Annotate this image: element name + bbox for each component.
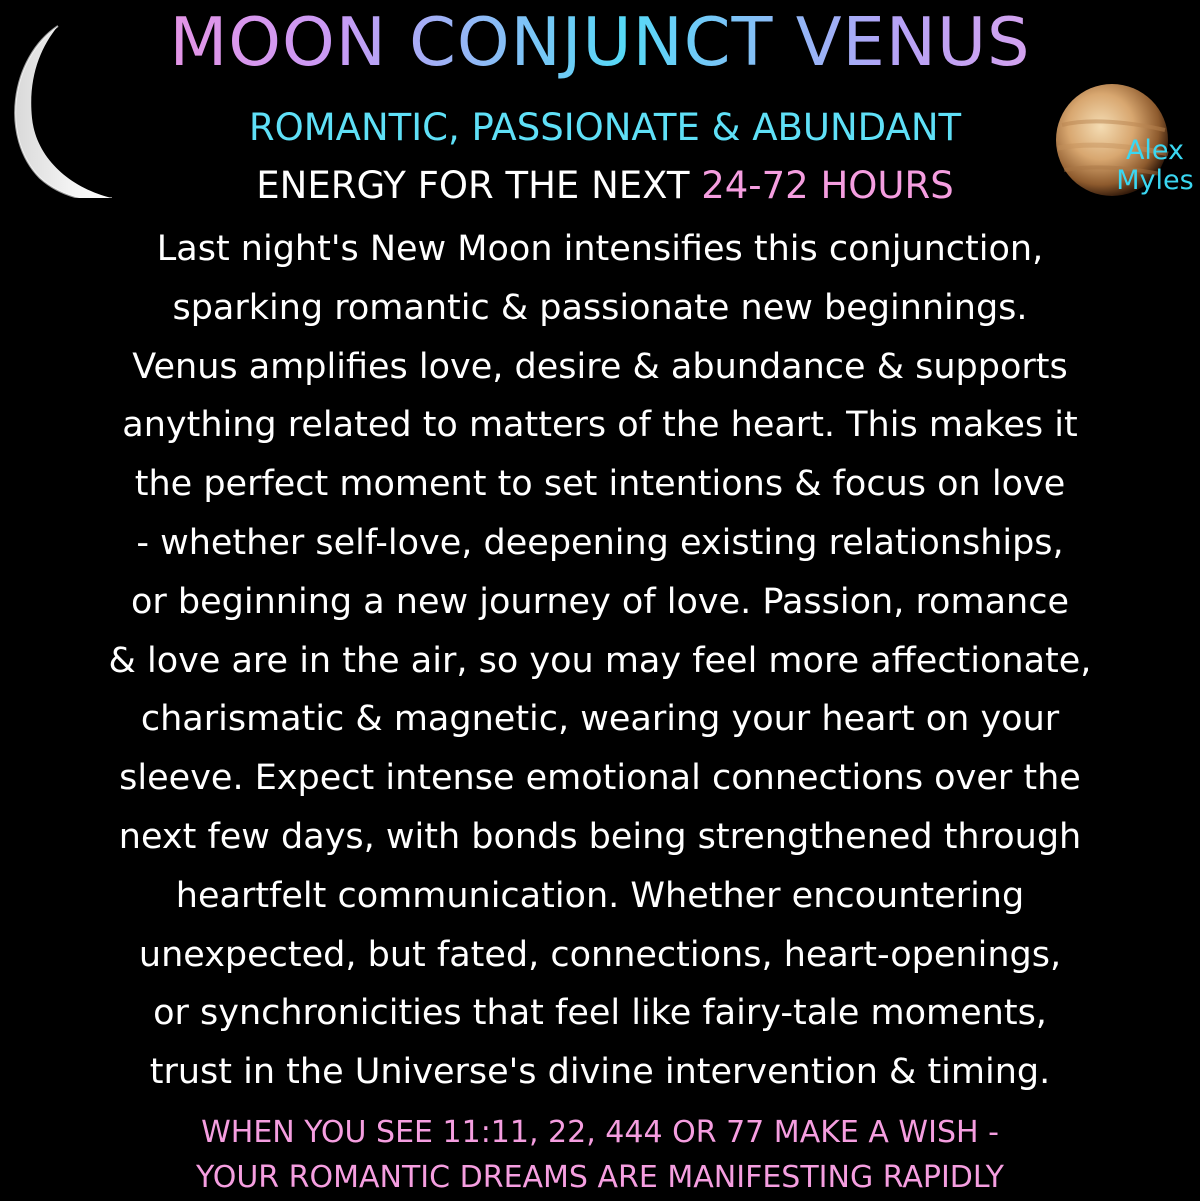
body-line: charismatic & magnetic, wearing your heart on your (140, 699, 1060, 740)
subtitle-line-2-highlight: 24-72 HOURS (701, 164, 954, 207)
body-line: sparking romantic & passionate new beginnings. (172, 287, 1028, 328)
body-line: sleeve. Expect intense emotional connections over the (119, 758, 1081, 799)
body-line: Venus amplifies love, desire & abundance & supports (132, 346, 1068, 387)
body-line: Last night's New Moon intensifies this conjunction, (156, 229, 1044, 269)
body-line: anything related to matters of the heart. This makes it (122, 405, 1078, 446)
body-paragraph (0, 220, 1200, 1102)
body-line: heartfelt communication. Whether encountering (175, 875, 1025, 916)
body-line: trust in the Universe's divine intervention & timing. (149, 1052, 1051, 1093)
body-line: & love are in the air, so you may feel more affectionate, (108, 640, 1092, 681)
watermark-first-name: Alex (1125, 135, 1185, 166)
watermark-last-name: Myles (1116, 165, 1194, 196)
body-line: the perfect moment to set intentions & focus on love (134, 464, 1066, 505)
subtitle-line-1: ROMANTIC, PASSIONATE & ABUNDANT (248, 106, 962, 149)
subtitle-line-2-prefix: ENERGY FOR THE NEXT (256, 164, 702, 207)
body-line: or synchronicities that feel like fairy-tale moments, (153, 993, 1047, 1034)
subtitle-line-2 (90, 158, 1120, 214)
body-line: unexpected, but fated, connections, heart-openings, (138, 934, 1062, 975)
body-line: - whether self-love, deepening existing relationships, (136, 522, 1064, 563)
footer-line-1: WHEN YOU SEE 11:11, 22, 444 OR 77 MAKE A WISH - (201, 1115, 999, 1150)
footer-line-2: YOUR ROMANTIC DREAMS ARE MANIFESTING RAPIDLY (196, 1160, 1004, 1195)
body-line: next few days, with bonds being strengthened through (118, 816, 1082, 857)
page-title: MOON CONJUNCT VENUS (0, 2, 1200, 82)
body-line: or beginning a new journey of love. Passion, romance (131, 581, 1069, 622)
